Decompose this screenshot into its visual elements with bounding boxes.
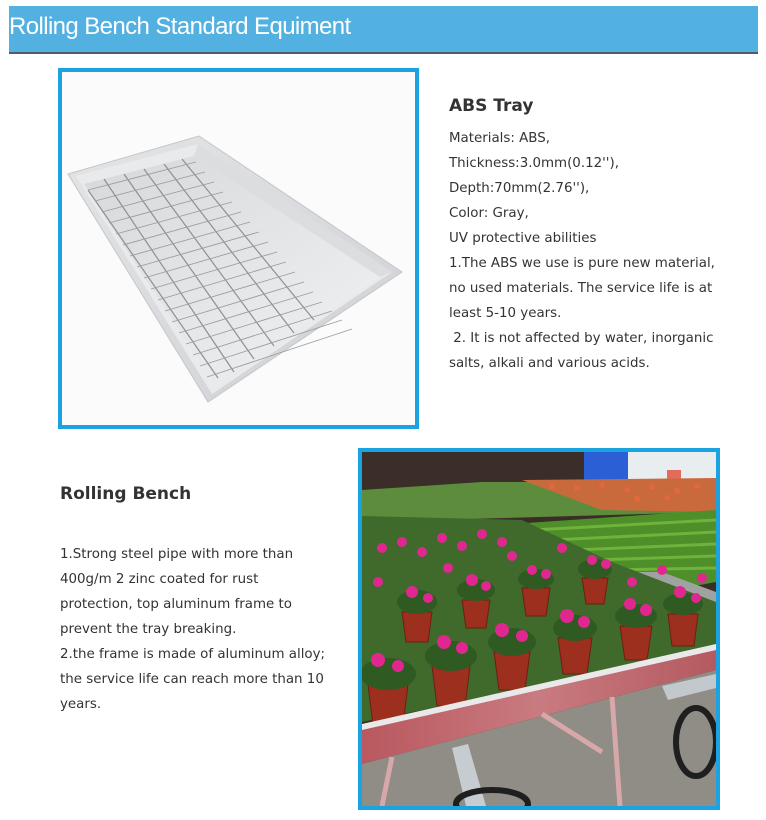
spec-line: 1.The ABS we use is pure new material, [449,256,715,271]
spec-line: Depth:70mm(2.76''), [449,181,590,196]
spec-line: Materials: ABS, [449,131,551,146]
spec-line: 2. It is not affected by water, inorganic [449,331,714,346]
abs-tray-description [449,126,715,376]
spec-line: UV protective abilities [449,231,597,246]
spec-line: Thickness:3.0mm(0.12''), [449,156,619,171]
spec-line: protection, top aluminum frame to [60,597,292,612]
spec-line: 1.Strong steel pipe with more than [60,547,294,562]
spec-line: years. [60,697,102,712]
spec-line: no used materials. The service life is at [449,281,713,296]
page-title: Rolling Bench Standard Equiment [9,13,351,40]
rolling-bench-description [60,542,325,717]
spec-line: 400g/m 2 zinc coated for rust [60,572,259,587]
rolling-bench-image [358,448,720,810]
spec-line: salts, alkali and various acids. [449,356,650,371]
spec-line: 2.the frame is made of aluminum alloy; [60,647,326,662]
rolling-bench-title: Rolling Bench [60,484,192,504]
page-header [9,6,758,54]
spec-line: least 5-10 years. [449,306,562,321]
abs-tray-title: ABS Tray [449,96,534,116]
spec-line: prevent the tray breaking. [60,622,237,637]
spec-line: Color: Gray, [449,206,529,221]
abs-tray-image [58,68,419,429]
spec-line: the service life can reach more than 10 [60,672,324,687]
